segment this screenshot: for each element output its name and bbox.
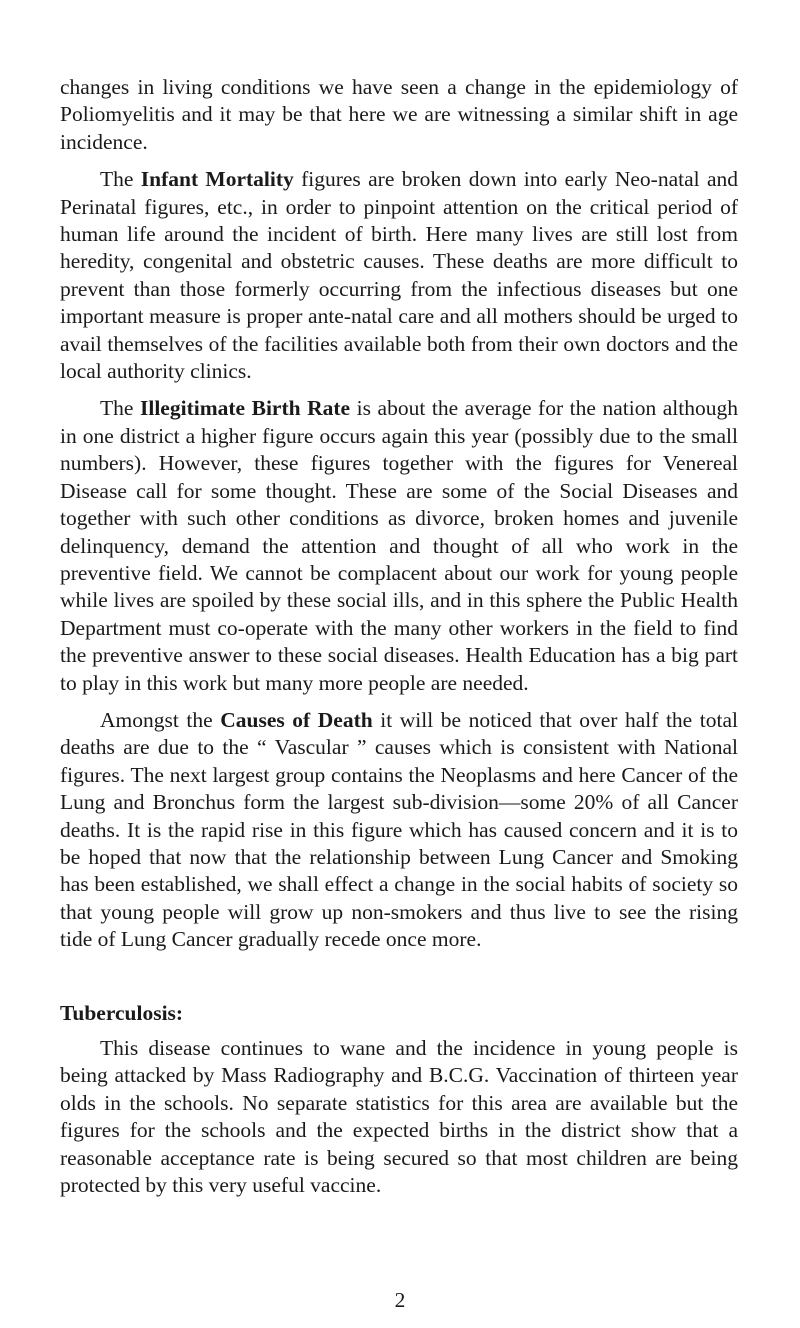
paragraph-infant-mortality — [60, 166, 738, 385]
page-number: 2 — [394, 1288, 406, 1312]
paragraph-body: it will be noticed that over half the total deaths are due to the “ Vascular ” causes which is consistent with National figures. The next largest group contains the Neoplasms and here Cancer of the Lung and Bronchus form the largest sub-division—some 20% of all Cancer deaths. It is the rapid rise in this figure which has caused concern and it is to be hoped that now that the relationship between Lung Cancer and Smoking has been established, we shall effect a change in the social habits of society so that young people will grow up non-smokers and thus live to see the rising tide of Lung Cancer gradually recede once more. — [60, 707, 738, 952]
bold-term-causes-of-death: Causes of Death — [220, 707, 373, 732]
paragraph-prefix: The — [100, 396, 140, 421]
paragraph-prefix: Amongst the — [100, 707, 221, 732]
paragraph-tuberculosis: This disease continues to wane and the incidence in young people is being attacked by Mass Radiography and B.C.G. Vaccination of thirteen year olds in the schools. No separate statistics for this area are available but the figures for the schools and the expected births in the district show that a reasonable acceptance rate is being secured so that most children are being protected by this very useful vaccine. — [60, 1036, 738, 1198]
paragraph-body: figures are broken down into early Neo-natal and Perinatal figures, etc., in order to pinpoint attention on the critical period of human life around the incident of birth. Here many lives are still lost from heredity, congenital and obstetric causes. These deaths are more difficult to prevent than those formerly occurring from the infectious diseases but one important measure is proper ante-natal care and all mothers should be urged to avail themselves of the facilities available both from their own doctors and the local authority clinics. — [60, 167, 738, 384]
bold-term-infant-mortality: Infant Mortality — [140, 167, 294, 192]
paragraph-causes-of-death — [60, 707, 738, 954]
paragraph-poliomyelitis: changes in living conditions we have seen a change in the epidemiology of Poliomyelitis and it may be that here we are witnessing a similar shift in age incidence. — [60, 75, 738, 154]
paragraph-illegitimate-birth-rate — [60, 395, 738, 696]
paragraph-body: is about the average for the nation although in one district a higher figure occurs again this year (possibly due to the small numbers). However, these figures together with the figures for Venereal Disease call for some thought. These are some of the Social Diseases and together with such other conditions as divorce, broken homes and juvenile delinquency, demand the attention and thought of all who work in the preventive field. We cannot be complacent about our work for young people while lives are spoiled by these social ills, and in this sphere the Public Health Department must co-operate with the many other workers in the field to find the preventive answer to these social diseases. Health Education has a big part to play in this work but many more people are needed. — [60, 396, 738, 695]
section-heading-tuberculosis: Tuberculosis: — [60, 1000, 184, 1025]
document-page — [60, 74, 738, 1209]
paragraph-prefix: The — [100, 167, 141, 192]
bold-term-illegitimate-birth-rate: Illegitimate Birth Rate — [139, 396, 351, 421]
